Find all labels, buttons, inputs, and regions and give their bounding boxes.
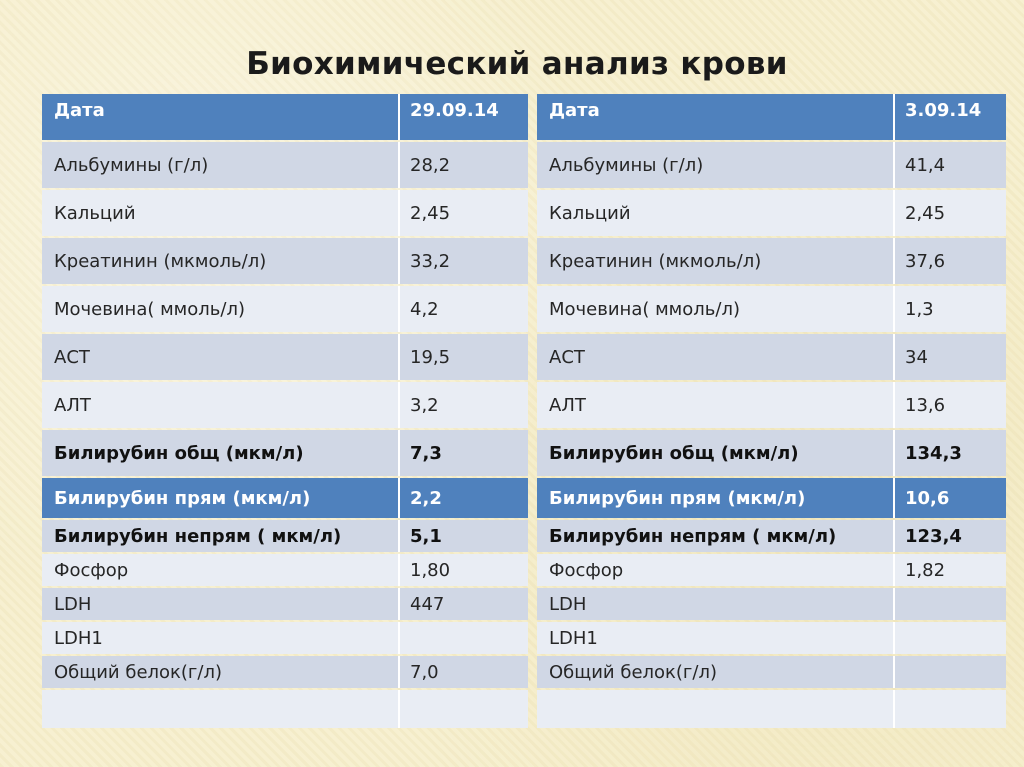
row-label bbox=[537, 690, 893, 728]
table-row bbox=[537, 286, 1006, 332]
row-label: Билирубин непрям ( мкм/л) bbox=[42, 520, 398, 552]
table-row bbox=[537, 520, 1006, 552]
table-row bbox=[42, 334, 528, 380]
table-row bbox=[537, 622, 1006, 654]
table-row bbox=[42, 430, 528, 476]
table-row bbox=[537, 382, 1006, 428]
row-label: LDH1 bbox=[537, 622, 893, 654]
row-label bbox=[42, 690, 398, 728]
row-label: Мочевина( ммоль/л) bbox=[537, 286, 893, 332]
row-label: Кальций bbox=[42, 190, 398, 236]
row-value bbox=[893, 588, 1006, 620]
row-value: 19,5 bbox=[398, 334, 528, 380]
row-value: 34 bbox=[893, 334, 1006, 380]
table-row-highlight bbox=[42, 478, 528, 518]
row-label: АЛТ bbox=[537, 382, 893, 428]
table-row bbox=[42, 286, 528, 332]
row-value bbox=[893, 622, 1006, 654]
row-label: Билирубин общ (мкм/л) bbox=[537, 430, 893, 476]
table-row bbox=[42, 238, 528, 284]
row-value: 2,45 bbox=[893, 190, 1006, 236]
table-row bbox=[42, 520, 528, 552]
header-date: 29.09.14 bbox=[398, 94, 528, 140]
table-row bbox=[42, 554, 528, 586]
header-date: 3.09.14 bbox=[893, 94, 1006, 140]
row-value: 33,2 bbox=[398, 238, 528, 284]
row-value: 2,2 bbox=[398, 478, 528, 518]
table-row bbox=[42, 142, 528, 188]
row-value: 134,3 bbox=[893, 430, 1006, 476]
row-label: Мочевина( ммоль/л) bbox=[42, 286, 398, 332]
row-label: АСТ bbox=[42, 334, 398, 380]
table-row bbox=[42, 656, 528, 688]
row-value: 7,0 bbox=[398, 656, 528, 688]
row-value: 37,6 bbox=[893, 238, 1006, 284]
row-label: Общий белок(г/л) bbox=[537, 656, 893, 688]
row-value: 123,4 bbox=[893, 520, 1006, 552]
row-value: 13,6 bbox=[893, 382, 1006, 428]
table-row bbox=[537, 430, 1006, 476]
table-row bbox=[537, 554, 1006, 586]
row-label: Билирубин непрям ( мкм/л) bbox=[537, 520, 893, 552]
table-row bbox=[42, 690, 528, 728]
table-row bbox=[42, 382, 528, 428]
row-label: LDH1 bbox=[42, 622, 398, 654]
row-value: 1,82 bbox=[893, 554, 1006, 586]
row-label: LDH bbox=[537, 588, 893, 620]
table-header-row bbox=[42, 94, 528, 140]
table-row bbox=[537, 690, 1006, 728]
table-row bbox=[537, 588, 1006, 620]
row-label: Билирубин прям (мкм/л) bbox=[537, 478, 893, 518]
blood-table-right bbox=[537, 92, 1006, 730]
row-label: Кальций bbox=[537, 190, 893, 236]
row-value bbox=[398, 690, 528, 728]
table-row bbox=[42, 588, 528, 620]
table-row bbox=[42, 190, 528, 236]
row-value: 3,2 bbox=[398, 382, 528, 428]
row-value: 1,80 bbox=[398, 554, 528, 586]
row-value bbox=[893, 656, 1006, 688]
row-value bbox=[893, 690, 1006, 728]
row-value: 1,3 bbox=[893, 286, 1006, 332]
row-value bbox=[398, 622, 528, 654]
header-label: Дата bbox=[537, 94, 893, 140]
row-value: 5,1 bbox=[398, 520, 528, 552]
row-label: Креатинин (мкмоль/л) bbox=[537, 238, 893, 284]
table-row bbox=[537, 238, 1006, 284]
table-row bbox=[537, 142, 1006, 188]
row-value: 10,6 bbox=[893, 478, 1006, 518]
row-label: Фосфор bbox=[537, 554, 893, 586]
row-value: 2,45 bbox=[398, 190, 528, 236]
row-label: Фосфор bbox=[42, 554, 398, 586]
table-row bbox=[42, 622, 528, 654]
row-value: 28,2 bbox=[398, 142, 528, 188]
row-label: АСТ bbox=[537, 334, 893, 380]
row-label: Билирубин общ (мкм/л) bbox=[42, 430, 398, 476]
table-header-row bbox=[537, 94, 1006, 140]
row-label: LDH bbox=[42, 588, 398, 620]
row-label: Креатинин (мкмоль/л) bbox=[42, 238, 398, 284]
table-row bbox=[537, 656, 1006, 688]
table-row bbox=[537, 334, 1006, 380]
table-row bbox=[537, 190, 1006, 236]
row-value: 447 bbox=[398, 588, 528, 620]
row-label: Альбумины (г/л) bbox=[537, 142, 893, 188]
header-label: Дата bbox=[42, 94, 398, 140]
row-value: 7,3 bbox=[398, 430, 528, 476]
row-value: 41,4 bbox=[893, 142, 1006, 188]
row-label: Общий белок(г/л) bbox=[42, 656, 398, 688]
table-row-highlight bbox=[537, 478, 1006, 518]
row-label: АЛТ bbox=[42, 382, 398, 428]
row-label: Альбумины (г/л) bbox=[42, 142, 398, 188]
row-value: 4,2 bbox=[398, 286, 528, 332]
row-label: Билирубин прям (мкм/л) bbox=[42, 478, 398, 518]
page-title: Биохимический анализ крови bbox=[246, 46, 788, 82]
blood-table-left bbox=[42, 92, 528, 730]
